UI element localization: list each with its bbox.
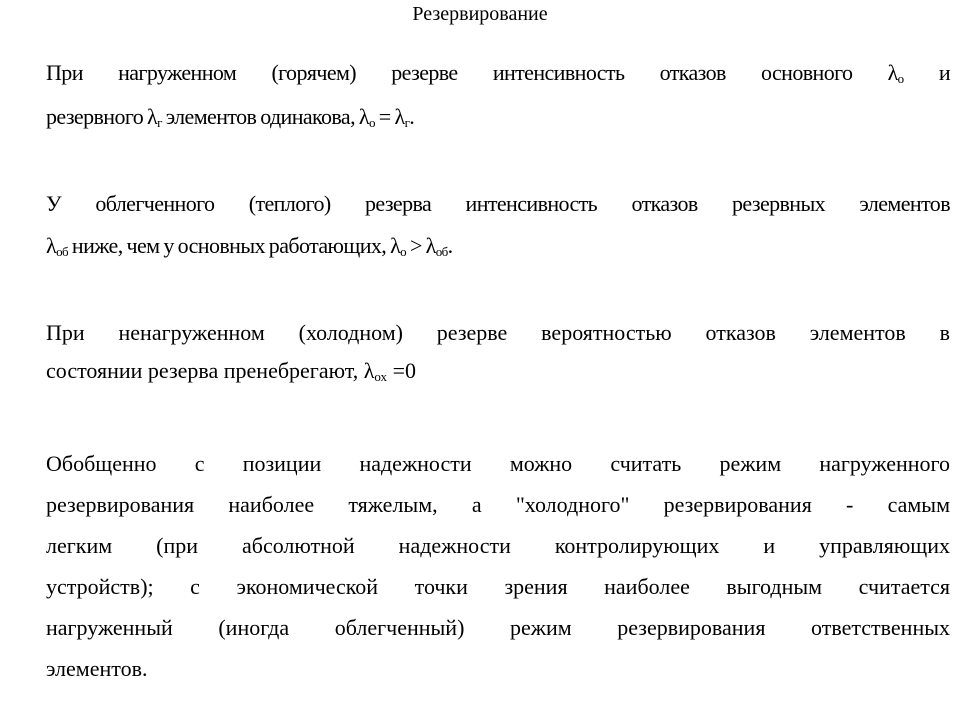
subscript: о	[897, 71, 904, 86]
text: =0	[387, 358, 416, 383]
subscript: г	[157, 115, 162, 130]
paragraph-summary-line: устройств); с экономической точки зрения наиболее выгодным считается	[46, 574, 950, 599]
text: ниже, чем у основных работающих, λ	[68, 233, 401, 258]
subscript: ох	[374, 369, 388, 384]
text: элементов одинакова, λ	[161, 104, 369, 129]
subscript: о	[368, 115, 375, 130]
paragraph-cold-reserve-line-1: При ненагруженном (холодном) резерве вероятностью отказов элементов в	[46, 320, 950, 345]
text: λ	[46, 233, 57, 258]
text: .	[447, 233, 453, 258]
slide-title: Резервирование	[412, 3, 548, 25]
text: и	[903, 60, 950, 85]
paragraph-summary-line: Обобщенно с позиции надежности можно считать режим нагруженного	[46, 451, 950, 476]
text: = λ	[374, 104, 405, 129]
subscript: об	[435, 244, 448, 259]
paragraph-summary-line: резервирования наиболее тяжелым, а "холодного" резервирования - самым	[46, 492, 950, 517]
text: состоянии резерва пренебрегают, λ	[46, 358, 375, 383]
paragraph-hot-reserve-line-1	[46, 60, 950, 86]
paragraph-warm-reserve-line-1: У облегченного (теплого) резерва интенсивность отказов резервных элементов	[46, 191, 950, 216]
paragraph-summary-line: элементов.	[46, 656, 148, 681]
paragraph-cold-reserve-line-2	[46, 358, 950, 384]
paragraph-warm-reserve-line-2	[46, 233, 950, 259]
text: резервного λ	[46, 104, 158, 129]
subscript: об	[56, 244, 68, 259]
paragraph-hot-reserve-line-2	[46, 104, 950, 130]
text: .	[409, 104, 415, 129]
subscript: г	[404, 115, 410, 130]
paragraph-summary-line: нагруженный (иногда облегченный) режим резервирования ответственных	[46, 615, 950, 640]
text: > λ	[406, 233, 436, 258]
paragraph-summary-line: легким (при абсолютной надежности контролирующих и управляющих	[46, 533, 950, 558]
subscript: о	[400, 244, 407, 259]
text: При нагруженном (горячем) резерве интенсивность отказов основного λ	[46, 60, 898, 85]
